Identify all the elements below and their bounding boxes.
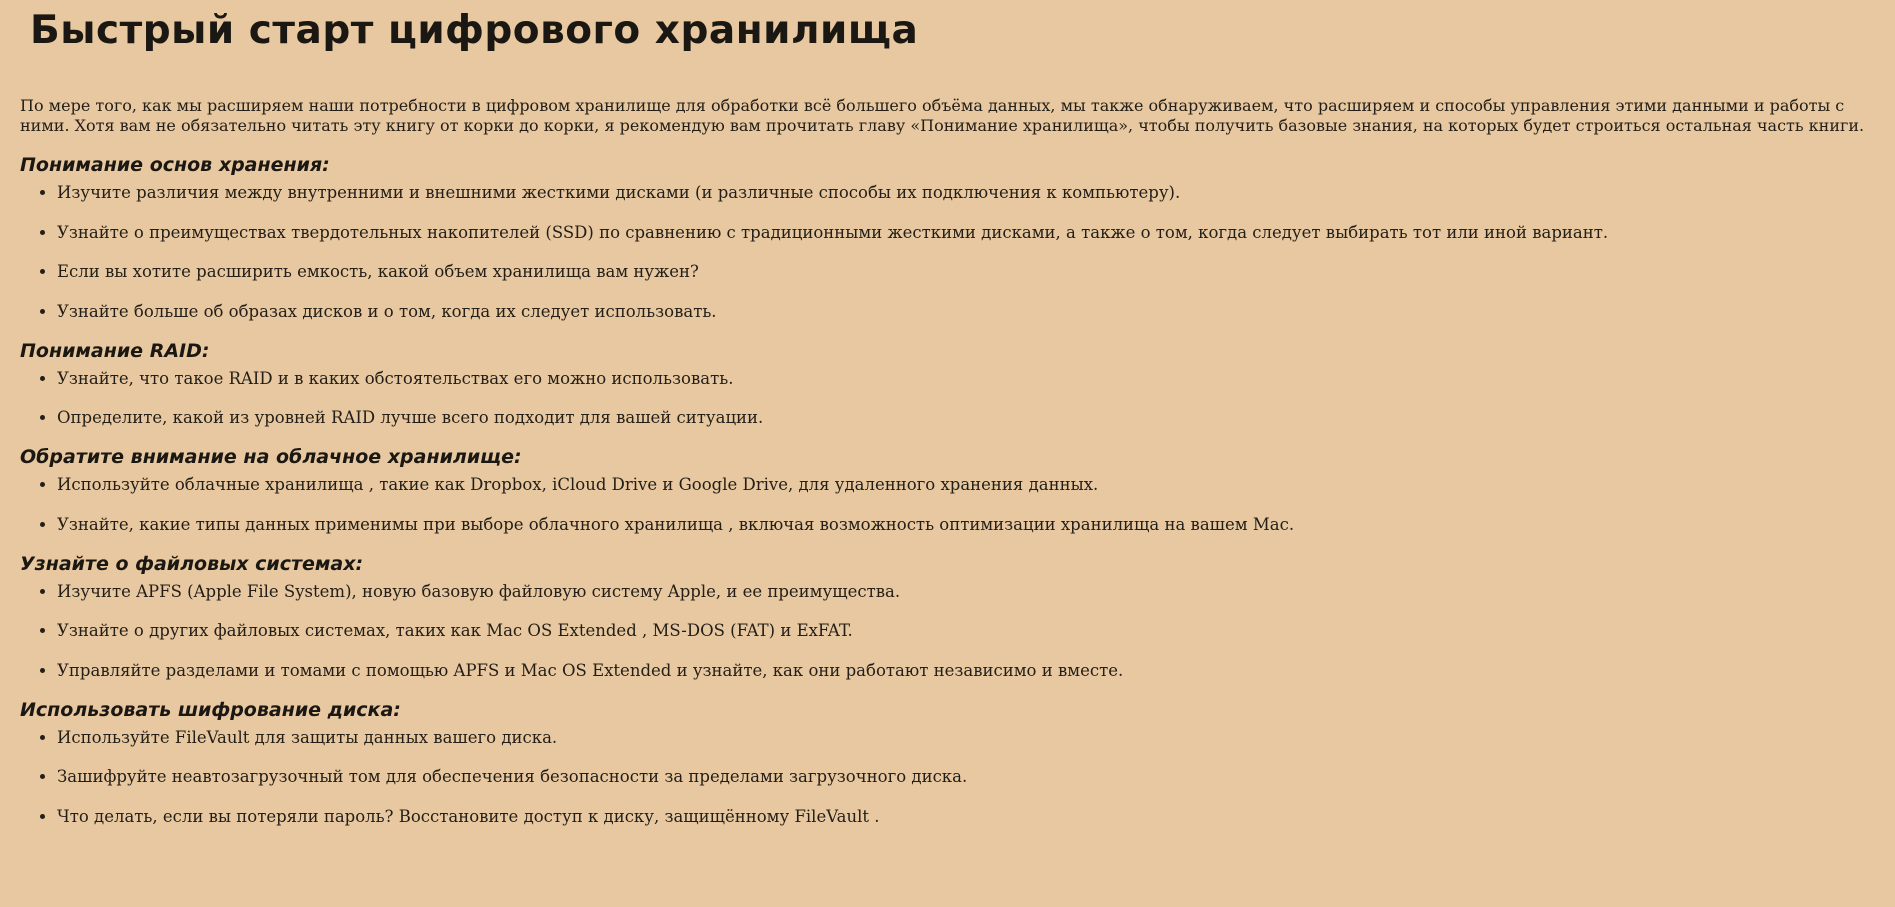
section-list-storage-basics — [20, 183, 1875, 322]
list-item: • Управляйте разделами и томами с помощью APFS и Mac OS Extended и узнайте, как они работают независимо и вместе. — [57, 661, 1875, 681]
list-item: • Зашифруйте неавтозагрузочный том для обеспечения безопасности за пределами загрузочного диска. — [57, 767, 1875, 787]
list-item: • Изучите различия между внутренними и внешними жесткими дисками (и различные способы их подключения к компьютеру). — [57, 183, 1875, 203]
list-item: • Узнайте, что такое RAID и в каких обстоятельствах его можно использовать. — [57, 369, 1875, 389]
list-item: • Изучите APFS (Apple File System), новую базовую файловую систему Apple, и ее преимущества. — [57, 582, 1875, 602]
intro-paragraph: По мере того, как мы расширяем наши потребности в цифровом хранилище для обработки всё большего объёма данных, мы также обнаруживаем, что расширяем и способы управления этими данными и работы с ними. Хотя вам не обязательно читать эту книгу от корки до корки, я рекомендую вам прочитать главу «Понимание хранилища», чтобы получить базовые знания, на которых будет строиться остальная часть книги. — [20, 96, 1865, 135]
section-list-file-systems — [20, 582, 1875, 681]
section-heading-storage-basics: Понимание основ хранения: — [20, 154, 330, 176]
list-item: • Узнайте о других файловых системах, таких как Mac OS Extended , MS-DOS (FAT) и ExFAT. — [57, 621, 1875, 641]
section-heading-raid: Понимание RAID: — [20, 339, 210, 362]
list-item: • Используйте FileVault для защиты данных вашего диска. — [57, 728, 1875, 748]
section-heading-cloud-storage: Обратите внимание на облачное хранилище: — [20, 446, 522, 468]
list-item: • Что делать, если вы потеряли пароль? Восстановите доступ к диску, защищённому FileVault . — [57, 807, 1875, 827]
list-item: • Если вы хотите расширить емкость, какой объем хранилища вам нужен? — [57, 262, 1875, 282]
section-list-disk-encryption — [20, 728, 1875, 827]
list-item: • Используйте облачные хранилища , такие как Dropbox, iCloud Drive и Google Drive, для удаленного хранения данных. — [57, 475, 1875, 495]
section-list-raid — [20, 369, 1875, 429]
list-item: • Узнайте больше об образах дисков и о том, когда их следует использовать. — [57, 302, 1875, 322]
list-item: • Определите, какой из уровней RAID лучше всего подходит для вашей ситуации. — [57, 408, 1875, 428]
section-heading-disk-encryption: Использовать шифрование диска: — [20, 698, 401, 721]
list-item: • Узнайте о преимуществах твердотельных накопителей (SSD) по сравнению с традиционными жесткими дисками, а также о том, когда следует выбирать тот или иной вариант. — [57, 223, 1875, 243]
section-list-cloud-storage — [20, 475, 1875, 535]
page-title: Быстрый старт цифрового хранилища — [30, 8, 919, 53]
section-heading-file-systems: Узнайте о файловых системах: — [20, 552, 364, 575]
list-item: • Узнайте, какие типы данных применимы при выборе облачного хранилища , включая возможность оптимизации хранилища на вашем Mac. — [57, 515, 1875, 535]
